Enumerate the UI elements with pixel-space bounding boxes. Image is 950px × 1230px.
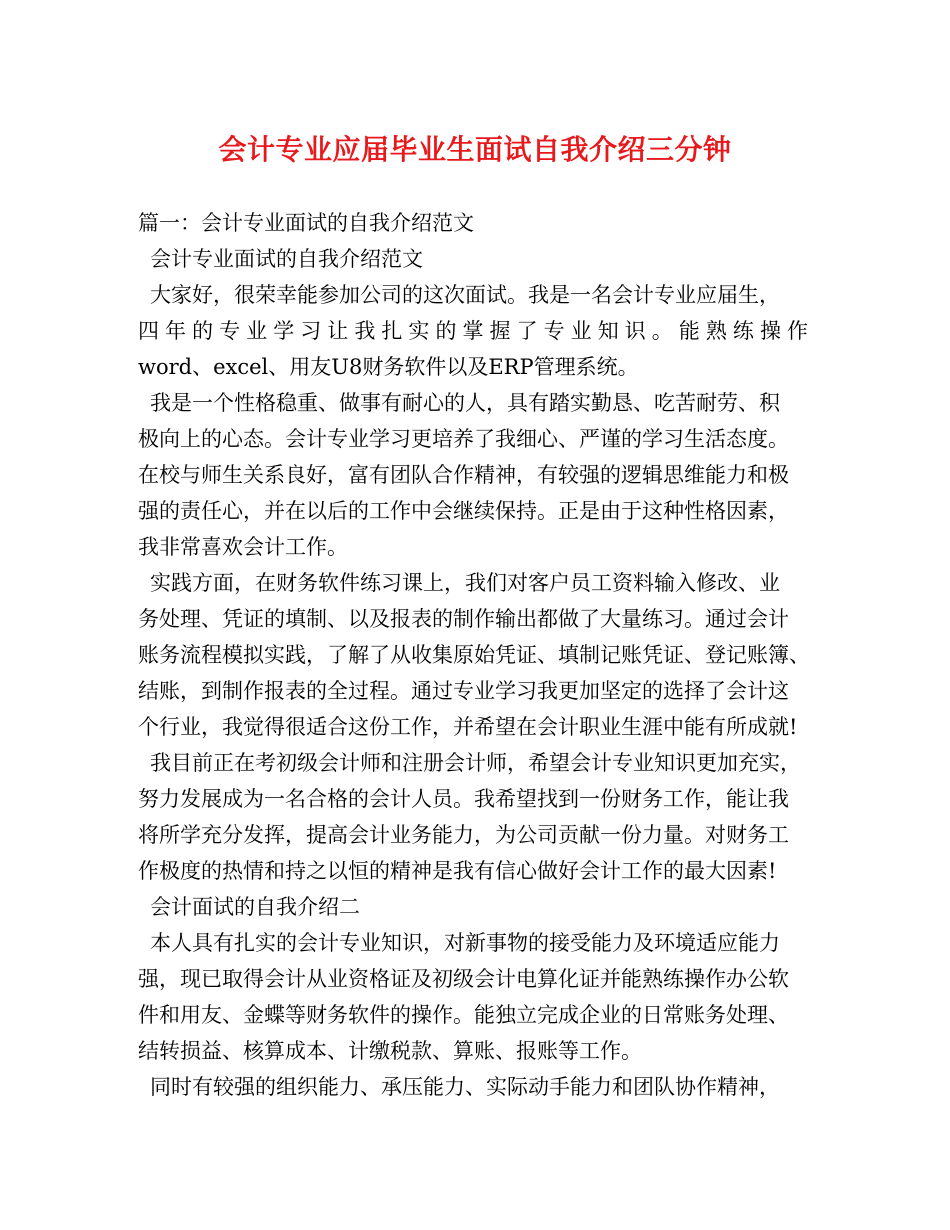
- paragraph-line: 我是一个性格稳重、做事有耐心的人，具有踏实勤恳、吃苦耐劳、积: [150, 391, 780, 415]
- paragraph-line: 强的责任心，并在以后的工作中会继续保持。正是由于这种性格因素，: [138, 499, 789, 523]
- paragraph-line: 作极度的热情和持之以恒的精神是我有信心做好会计工作的最大因素!: [138, 859, 777, 883]
- document-title: 会计专业应届毕业生面试自我介绍三分钟: [218, 133, 732, 166]
- paragraph-line: 在校与师生关系良好，富有团队合作精神，有较强的逻辑思维能力和极: [138, 463, 789, 487]
- paragraph-line: 结转损益、核算成本、计缴税款、算账、报账等工作。: [138, 1039, 642, 1063]
- paragraph-line: word、excel、用友U8财务软件以及ERP管理系统。: [138, 355, 639, 379]
- paragraph-line: 大家好，很荣幸能参加公司的这次面试。我是一名会计专业应届生，: [150, 283, 780, 307]
- paragraph-line: 同时有较强的组织能力、承压能力、实际动手能力和团队协作精神，: [150, 1075, 780, 1099]
- paragraph-line: 我非常喜欢会计工作。: [138, 535, 348, 559]
- paragraph-line: 将所学充分发挥，提高会计业务能力，为公司贡献一份力量。对财务工: [138, 823, 789, 847]
- section-heading: 篇一：会计专业面试的自我介绍范文: [138, 211, 474, 235]
- paragraph-line: 件和用友、金蝶等财务软件的操作。能独立完成企业的日常账务处理、: [138, 1003, 789, 1027]
- subsection-heading: 会计面试的自我介绍二: [150, 895, 360, 919]
- paragraph-line: 务处理、凭证的填制、以及报表的制作输出都做了大量练习。通过会计: [138, 607, 789, 631]
- paragraph-line: 强，现已取得会计从业资格证及初级会计电算化证并能熟练操作办公软: [138, 967, 789, 991]
- paragraph-line: 我目前正在考初级会计师和注册会计师，希望会计专业知识更加充实，: [150, 751, 801, 775]
- paragraph-line: 结账，到制作报表的全过程。通过专业学习我更加坚定的选择了会计这: [138, 679, 789, 703]
- paragraph-line: 实践方面，在财务软件练习课上，我们对客户员工资料输入修改、业: [150, 571, 780, 595]
- paragraph-line: 本人具有扎实的会计专业知识，对新事物的接受能力及环境适应能力: [150, 931, 780, 955]
- document-body: [138, 205, 828, 1105]
- subsection-heading: 会计专业面试的自我介绍范文: [150, 247, 423, 271]
- paragraph-line: 个行业，我觉得很适合这份工作，并希望在会计职业生涯中能有所成就!: [138, 715, 798, 739]
- paragraph-line: 四年的专业学习让我扎实的掌握了专业知识。能熟练操作: [138, 319, 808, 343]
- paragraph-line: 极向上的心态。会计专业学习更培养了我细心、严谨的学习生活态度。: [138, 427, 789, 451]
- paragraph-line: 努力发展成为一名合格的会计人员。我希望找到一份财务工作，能让我: [138, 787, 789, 811]
- paragraph-line: 账务流程模拟实践，了解了从收集原始凭证、填制记账凭证、登记账簿、: [138, 643, 810, 667]
